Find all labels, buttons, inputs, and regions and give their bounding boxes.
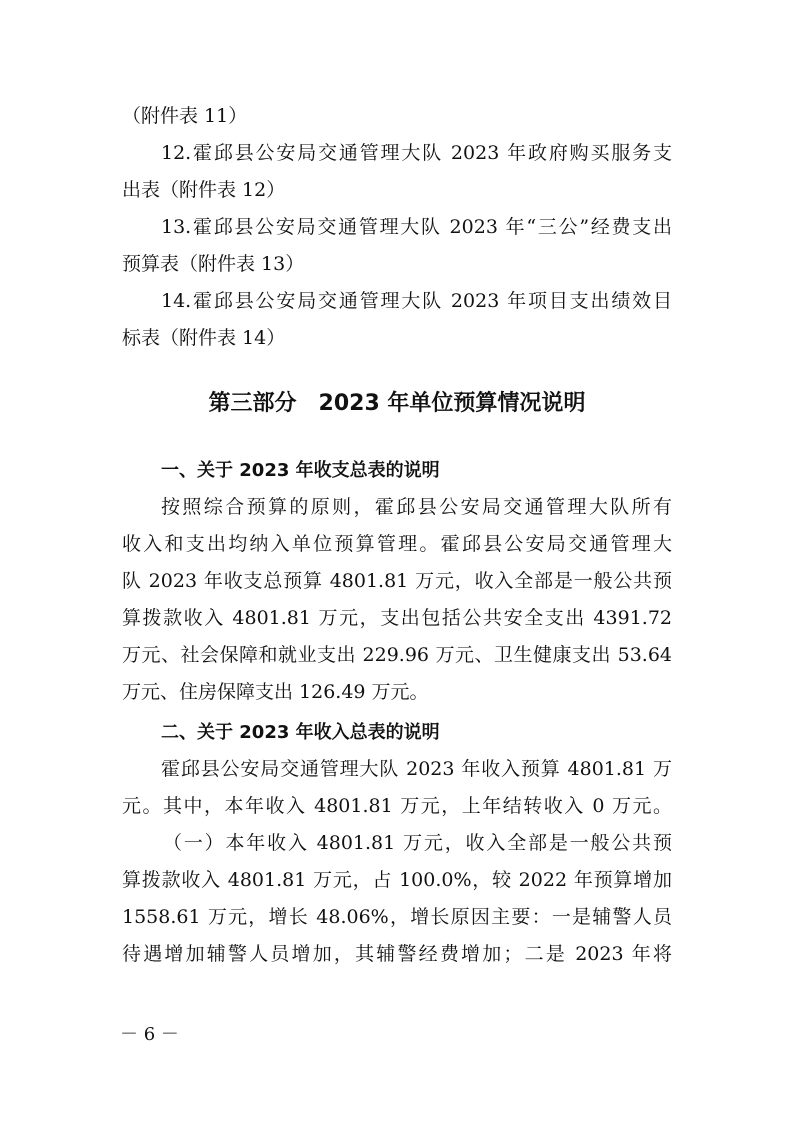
paragraph-line: 万元、社会保障和就业支出 229.96 万元、卫生健康支出 53.64	[122, 644, 672, 666]
paragraph-line: 算拨款收入 4801.81 万元，支出包括公共安全支出 4391.72	[122, 607, 672, 629]
list-item-13-line1: 13.霍邱县公安局交通管理大队 2023 年“三公”经费支出	[161, 216, 672, 238]
paragraph-line: 收入和支出均纳入单位预算管理。霍邱县公安局交通管理大	[122, 533, 672, 555]
paragraph-line: 待遇增加辅警人员增加，其辅警经费增加；二是 2023 年将	[122, 943, 672, 965]
paragraph-line: 算拨款收入 4801.81 万元，占 100.0%，较 2022 年预算增加	[122, 869, 672, 891]
list-item-12-line2: 出表（附件表 12）	[122, 179, 286, 201]
part-three-title: 第三部分 2023 年单位预算情况说明	[208, 391, 586, 416]
section-2-heading: 二、关于 2023 年收入总表的说明	[161, 722, 440, 743]
paragraph-line: 队 2023 年收支总预算 4801.81 万元，收入全部是一般公共预	[122, 570, 672, 592]
paragraph-line: 霍邱县公安局交通管理大队 2023 年收入预算 4801.81 万	[161, 758, 672, 780]
page-number: － 6 －	[120, 1024, 179, 1045]
paragraph-line: 万元、住房保障支出 126.49 万元。	[122, 681, 429, 703]
list-item-14-line1: 14.霍邱县公安局交通管理大队 2023 年项目支出绩效目	[161, 290, 672, 312]
paragraph-line: 按照综合预算的原则，霍邱县公安局交通管理大队所有	[161, 496, 672, 518]
list-item-11-tail: （附件表 11）	[122, 105, 248, 127]
list-item-14-line2: 标表（附件表 14）	[122, 327, 286, 349]
paragraph-line: 元。其中，本年收入 4801.81 万元，上年结转收入 0 万元。	[122, 795, 672, 817]
paragraph-line: 1558.61 万元，增长 48.06%，增长原因主要：一是辅警人员	[122, 906, 672, 928]
list-item-12-line1: 12.霍邱县公安局交通管理大队 2023 年政府购买服务支	[161, 142, 672, 164]
list-item-13-line2: 预算表（附件表 13）	[122, 253, 305, 275]
section-1-heading: 一、关于 2023 年收支总表的说明	[161, 460, 440, 481]
paragraph-line: （一）本年收入 4801.81 万元，收入全部是一般公共预	[163, 832, 672, 854]
page-body	[122, 98, 672, 973]
